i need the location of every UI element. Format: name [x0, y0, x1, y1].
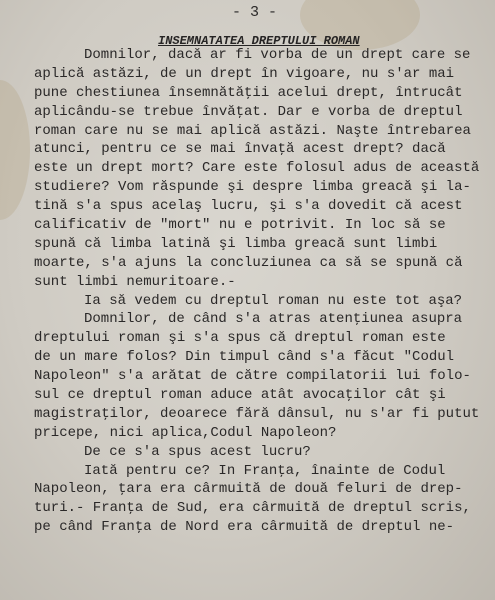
text-line: Domnilor, de când s'a atras atenţiunea asupra	[84, 311, 463, 328]
text-line: Domnilor, dacă ar fi vorba de un drept care se	[84, 47, 471, 63]
text-line: pricepe, nici aplica,Codul Napoleon?	[34, 424, 337, 441]
text-line: Napoleon" s'a arătat de către compilatorii lui folo-	[34, 368, 471, 385]
text-line: spună că limba latină şi limba greacă sunt limbi	[34, 235, 438, 252]
text-line: roman care nu se mai aplică astăzi. Naşte întrebarea	[34, 122, 471, 139]
text-line: sul ce dreptul roman aduce atât avocaţilor cât şi	[34, 387, 446, 404]
text-line: aplicându-se trebue învăţat. Dar e vorba de dreptul	[34, 103, 463, 120]
text-line: Ia să vedem cu dreptul roman nu este tot aşa?	[84, 292, 463, 309]
text-line: magistraţilor, deoarece fără dânsul, nu s'ar fi putut	[34, 405, 480, 422]
document-body	[34, 46, 494, 537]
text-line: moarte, s'a ajuns la concluziunea ca să se spună că	[34, 254, 463, 271]
text-line: turi.- Franţa de Sud, era cârmuită de dreptul scris,	[34, 500, 471, 517]
text-line: dreptului roman şi s'a spus că dreptul roman este	[34, 330, 446, 347]
text-line: De ce s'a spus acest lucru?	[84, 443, 311, 460]
text-line: Napoleon, ţara era cârmuită de două feluri de drep-	[34, 481, 463, 498]
text-line: este un drept mort? Care este folosul adus de această	[34, 160, 480, 177]
text-line: aplică astăzi, de un drept în vigoare, nu s'ar mai	[34, 65, 455, 82]
text-line: sunt limbi nemuritoare.-	[34, 273, 236, 290]
page-number: - 3 -	[232, 4, 278, 21]
text-line: atunci, pentru ce se mai învaţă acest drept? dacă	[34, 141, 446, 158]
text-line: tină s'a spus acelaş lucru, şi s'a dovedit că acest	[34, 198, 463, 215]
text-line: de un mare folos? Din timpul când s'a făcut "Codul	[34, 349, 455, 366]
text-line: pe când Franţa de Nord era cârmuită de dreptul ne-	[34, 519, 455, 536]
text-line: calificativ de "mort" nu e potrivit. In loc să se	[34, 217, 446, 234]
text-line: pune chestiunea însemnătăţii acelui drept, întrucât	[34, 84, 463, 101]
text-line: studiere? Vom răspunde şi despre limba greacă şi la-	[34, 179, 471, 196]
document-heading: INSEMNATATEA DREPTULUI ROMAN	[158, 34, 360, 48]
paper-stain	[0, 80, 30, 220]
text-line: Iată pentru ce? In Franţa, înainte de Codul	[84, 462, 446, 479]
